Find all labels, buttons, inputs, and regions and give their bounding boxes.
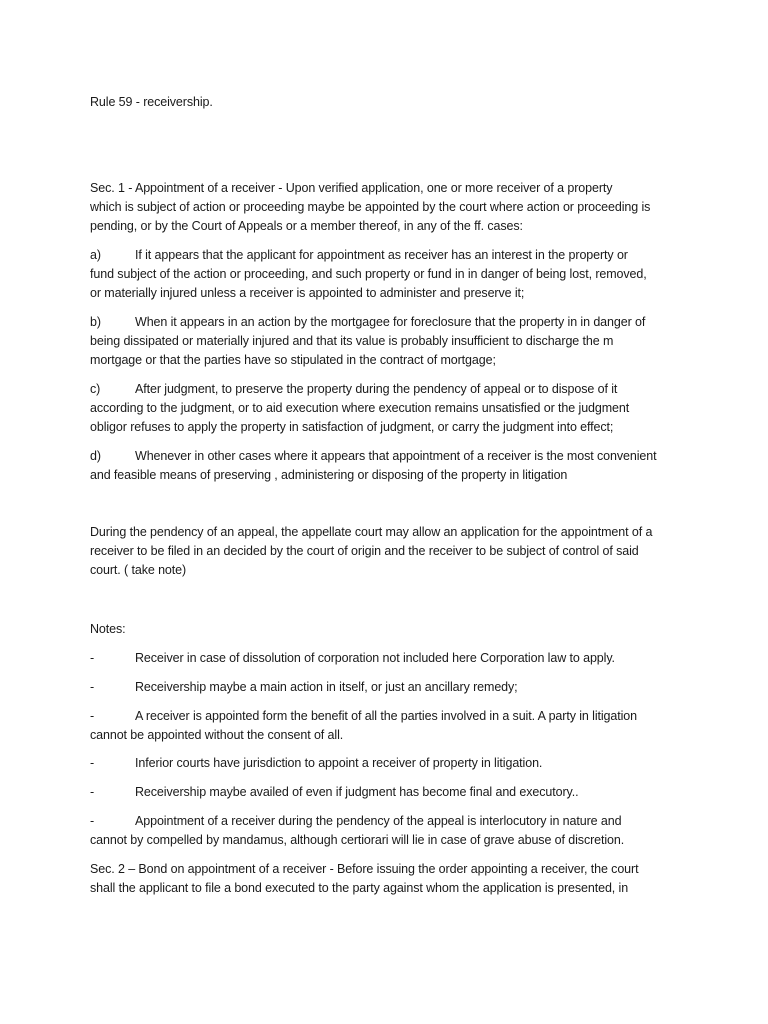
appeal-paragraph-line: receiver to be filed in an decided by the court of origin and the receiver to be subject of control of said: [90, 544, 639, 558]
case-text: When it appears in an action by the mortgagee for foreclosure that the property in in danger of: [135, 315, 646, 329]
case-text: After judgment, to preserve the property during the pendency of appeal or to dispose of it: [135, 382, 618, 396]
case-b-line: mortgage or that the parties have so stipulated in the contract of mortgage;: [90, 353, 496, 367]
note-bullet: -: [90, 680, 95, 694]
case-d-line: and feasible means of preserving , administering or disposing of the property in litigation: [90, 468, 568, 482]
case-marker: a): [90, 248, 101, 262]
sec2-line: shall the applicant to file a bond executed to the party against whom the application is presented, in: [90, 881, 629, 895]
case-text: Whenever in other cases where it appears that appointment of a receiver is the most convenient: [135, 449, 657, 463]
case-c-line: according to the judgment, or to aid execution where execution remains unsatisfied or the judgment: [90, 401, 630, 415]
document-page: [90, 0, 684, 1024]
note-bullet: -: [90, 709, 95, 723]
note-text: Receiver in case of dissolution of corporation not included here Corporation law to apply.: [135, 651, 615, 665]
sec1-line: pending, or by the Court of Appeals or a member thereof, in any of the ff. cases:: [90, 219, 523, 233]
case-b-line: being dissipated or materially injured and that its value is probably insufficient to discharge the m: [90, 334, 614, 348]
appeal-paragraph-line: During the pendency of an appeal, the appellate court may allow an application for the appointment of a: [90, 525, 653, 539]
note-bullet: -: [90, 756, 95, 770]
note-item: [90, 783, 579, 802]
sec1-line: Sec. 1 - Appointment of a receiver - Upon verified application, one or more receiver of a property: [90, 181, 613, 195]
appeal-paragraph-line: court. ( take note): [90, 563, 187, 577]
note-item: [90, 649, 615, 668]
case-d-first-line: [90, 447, 656, 466]
note-continuation: cannot be appointed without the consent of all.: [90, 728, 344, 742]
case-marker: b): [90, 315, 101, 329]
note-text: Inferior courts have jurisdiction to appoint a receiver of property in litigation.: [135, 756, 543, 770]
note-text: Receivership maybe a main action in itself, or just an ancillary remedy;: [135, 680, 518, 694]
case-a-line: or materially injured unless a receiver is appointed to administer and preserve it;: [90, 286, 525, 300]
sec2-line: Sec. 2 – Bond on appointment of a receiver - Before issuing the order appointing a receiver, the court: [90, 862, 639, 876]
note-bullet: -: [90, 651, 95, 665]
case-a-first-line: [90, 246, 628, 265]
note-continuation: cannot by compelled by mandamus, although certiorari will lie in case of grave abuse of discretion.: [90, 833, 625, 847]
note-text: A receiver is appointed form the benefit of all the parties involved in a suit. A party in litigation: [135, 709, 637, 723]
note-item: [90, 812, 621, 831]
case-text: If it appears that the applicant for appointment as receiver has an interest in the property or: [135, 248, 628, 262]
note-item: [90, 707, 637, 726]
note-bullet: -: [90, 785, 95, 799]
note-item: [90, 754, 542, 773]
case-marker: d): [90, 449, 101, 463]
note-text: Appointment of a receiver during the pendency of the appeal is interlocutory in nature and: [135, 814, 622, 828]
note-item: [90, 678, 518, 697]
case-b-first-line: [90, 313, 645, 332]
note-text: Receivership maybe availed of even if judgment has become final and executory..: [135, 785, 579, 799]
case-c-first-line: [90, 380, 617, 399]
note-bullet: -: [90, 814, 95, 828]
sec1-line: which is subject of action or proceeding maybe be appointed by the court where action or proceeding is: [90, 200, 651, 214]
case-c-line: obligor refuses to apply the property in satisfaction of judgment, or carry the judgment into effect;: [90, 420, 614, 434]
case-marker: c): [90, 382, 101, 396]
notes-heading: Notes:: [90, 622, 126, 636]
case-a-line: fund subject of the action or proceeding, and such property or fund in in danger of being lost, removed,: [90, 267, 647, 281]
page-title: Rule 59 - receivership.: [90, 95, 213, 109]
